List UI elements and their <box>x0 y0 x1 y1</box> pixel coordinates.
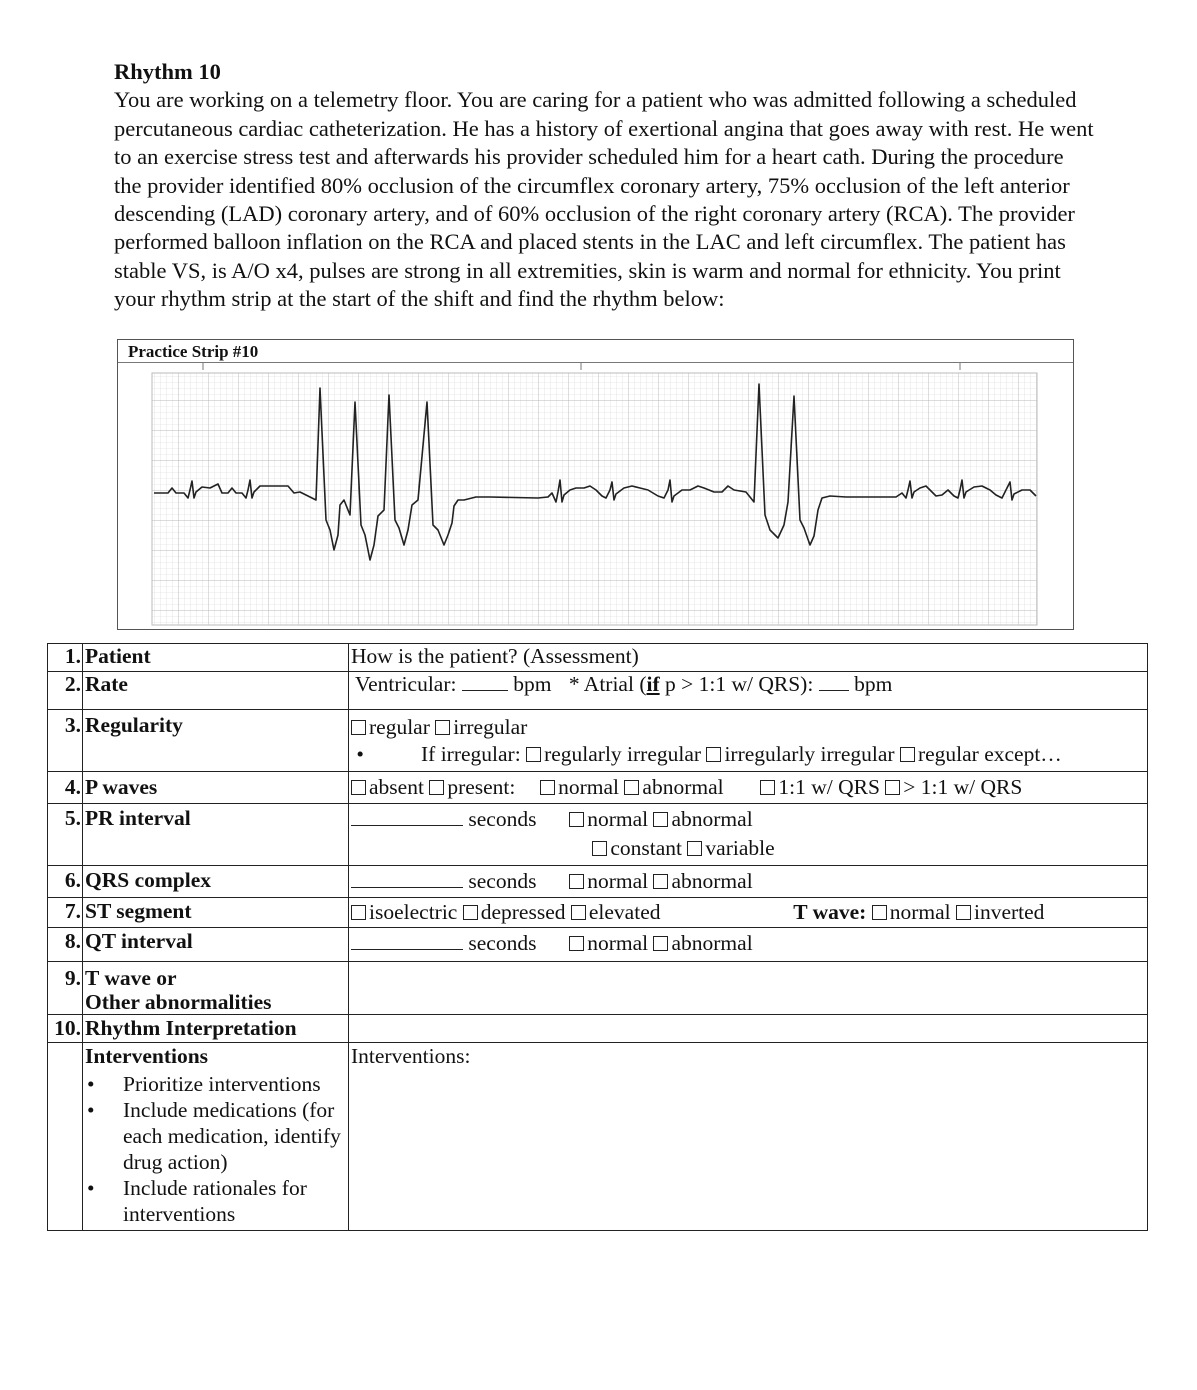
row-t-wave-other <box>48 962 1148 1015</box>
irregular-label: irregular <box>453 715 528 739</box>
row-label: Rhythm Interpretation <box>83 1015 349 1043</box>
interpretation-field[interactable] <box>349 1015 1148 1043</box>
irregularly-irregular-checkbox[interactable] <box>706 747 721 762</box>
row-label: PR interval <box>83 804 349 866</box>
st-segment-field <box>349 898 1148 928</box>
ecg-tracing <box>118 340 1073 629</box>
worksheet-table <box>47 643 1148 1231</box>
atrial-rate-input[interactable] <box>819 690 849 691</box>
elevated-checkbox[interactable] <box>571 905 586 920</box>
p-normal-checkbox[interactable] <box>540 780 555 795</box>
pr-normal-label: normal <box>587 807 649 831</box>
regularity-field: regular irregular • If irregular: regularly irregular irregularly irregular regular except… <box>349 710 1148 772</box>
qt-normal-label: normal <box>587 931 649 955</box>
if-label: if <box>646 672 660 696</box>
p-absent-checkbox[interactable] <box>351 780 366 795</box>
ventricular-label: Ventricular: <box>355 672 457 696</box>
interventions-guidance <box>85 1071 348 1227</box>
t-normal-checkbox[interactable] <box>872 905 887 920</box>
seconds-label: seconds <box>468 931 537 955</box>
qrs-abnormal-checkbox[interactable] <box>653 874 668 889</box>
qrs-normal-checkbox[interactable] <box>569 874 584 889</box>
p-present-checkbox[interactable] <box>429 780 444 795</box>
row-patient <box>48 644 1148 672</box>
row-number: 1. <box>48 644 83 672</box>
row-qrs <box>48 866 1148 898</box>
qrs-seconds-input[interactable] <box>351 887 463 888</box>
ecg-grid <box>152 373 1037 625</box>
absent-label: absent <box>369 775 424 799</box>
qt-seconds-input[interactable] <box>351 949 463 950</box>
row-qt-interval <box>48 928 1148 962</box>
rhythm-title: Rhythm 10 <box>114 59 221 84</box>
p-abnormal-checkbox[interactable] <box>624 780 639 795</box>
variable-label: variable <box>705 836 775 860</box>
seconds-label: seconds <box>468 807 537 831</box>
p-normal-label: normal <box>558 775 620 799</box>
qrs-normal-label: normal <box>587 869 649 893</box>
bpm-label-2: bpm <box>854 672 893 696</box>
elevated-label: elevated <box>588 900 661 924</box>
row-label <box>83 962 349 1015</box>
row-number: 8. <box>48 928 83 962</box>
qt-abnormal-checkbox[interactable] <box>653 936 668 951</box>
t-wave-label: T wave: <box>793 900 867 924</box>
t-inverted-label: inverted <box>973 900 1045 924</box>
scenario-text: You are working on a telemetry floor. You are caring for a patient who was admitted following a scheduled percutaneous cardiac catheterization. He has a history of exertional angina that goes away with rest. He went to an exercise stress test and afterwards his provider scheduled him for a heart cath. During the procedure the provider identified 80% occlusion of the circumflex coronary artery, 75% occlusion of the left anterior descending (LAD) coronary artery, and of 60% occlusion of the right coronary artery (RCA). The provider performed balloon inflation on the RCA and placed stents in the LAC and left circumflex. The patient has stable VS, is A/O x4, pulses are strong in all extremities, skin is warm and normal for ethnicity. You print your rhythm strip at the start of the shift and find the rhythm below: <box>114 87 1094 312</box>
pr-normal-checkbox[interactable] <box>569 812 584 827</box>
isoelectric-checkbox[interactable] <box>351 905 366 920</box>
ventricular-rate-input[interactable] <box>462 690 508 691</box>
bpm-label: bpm <box>513 672 552 696</box>
list-item: • Prioritize interventions <box>85 1071 348 1097</box>
row-number: 2. <box>48 672 83 710</box>
other-abnormalities-label: Other abnormalities <box>85 990 272 1014</box>
row-number: 9. <box>48 962 83 1015</box>
rate-field <box>349 672 1148 710</box>
pr-abnormal-checkbox[interactable] <box>653 812 668 827</box>
other-abnormalities-field[interactable] <box>349 962 1148 1015</box>
row-rate <box>48 672 1148 710</box>
pr-variable-checkbox[interactable] <box>687 841 702 856</box>
seconds-label: seconds <box>468 869 537 893</box>
qrs-field <box>349 866 1148 898</box>
t-wave-or-label: T wave or <box>85 966 177 990</box>
constant-label: constant <box>610 836 683 860</box>
regular-checkbox[interactable] <box>351 720 366 735</box>
scenario <box>114 58 1094 314</box>
atrial-label: * Atrial ( <box>568 672 647 696</box>
row-number: 7. <box>48 898 83 928</box>
irregular-checkbox[interactable] <box>435 720 450 735</box>
t-inverted-checkbox[interactable] <box>956 905 971 920</box>
interventions-label: Interventions <box>85 1044 209 1068</box>
row-p-waves <box>48 772 1148 804</box>
regular-except-label: regular except… <box>917 742 1062 766</box>
row-number: 5. <box>48 804 83 866</box>
row-interventions <box>48 1043 1148 1231</box>
row-label: QRS complex <box>83 866 349 898</box>
interventions-prompt: Interventions: <box>351 1044 471 1068</box>
interventions-field[interactable] <box>349 1043 1148 1231</box>
assessment-field[interactable] <box>349 644 1148 672</box>
t-normal-label: normal <box>889 900 951 924</box>
p-waves-field <box>349 772 1148 804</box>
row-st-segment <box>48 898 1148 928</box>
assessment-prompt: How is the patient? (Assessment) <box>351 644 639 668</box>
p-abnormal-label: abnormal <box>642 775 724 799</box>
greater-than-one-label: > 1:1 w/ QRS <box>903 775 1023 799</box>
list-item: • Include rationales for interventions <box>85 1175 348 1227</box>
row-pr-interval <box>48 804 1148 866</box>
isoelectric-label: isoelectric <box>369 900 458 924</box>
row-number: 4. <box>48 772 83 804</box>
pr-seconds-input[interactable] <box>351 825 463 826</box>
strip-label: Practice Strip #10 <box>128 342 259 361</box>
row-label: Rate <box>83 672 349 710</box>
depressed-checkbox[interactable] <box>463 905 478 920</box>
qt-abnormal-label: abnormal <box>671 931 753 955</box>
qt-normal-checkbox[interactable] <box>569 936 584 951</box>
irregularly-irregular-label: irregularly irregular <box>724 742 895 766</box>
pr-abnormal-label: abnormal <box>671 807 753 831</box>
qt-interval-field <box>349 928 1148 962</box>
atrial-condition: p > 1:1 w/ QRS): <box>659 672 814 696</box>
row-number: 6. <box>48 866 83 898</box>
rhythm-strip <box>117 339 1074 630</box>
pr-interval-field <box>349 804 1148 866</box>
one-to-one-checkbox[interactable] <box>760 780 775 795</box>
regularly-irregular-checkbox[interactable] <box>526 747 541 762</box>
greater-than-one-checkbox[interactable] <box>885 780 900 795</box>
row-label: Patient <box>83 644 349 672</box>
row-regularity <box>48 710 1148 772</box>
list-item: • Include medications (for each medication, identify drug action) <box>85 1097 348 1175</box>
row-number: 10. <box>48 1015 83 1043</box>
present-label: present: <box>447 775 516 799</box>
qrs-abnormal-label: abnormal <box>671 869 753 893</box>
row-interpretation <box>48 1015 1148 1043</box>
one-to-one-label: 1:1 w/ QRS <box>778 775 880 799</box>
interventions-cell <box>83 1043 349 1231</box>
row-number: 3. <box>48 710 83 772</box>
row-label: QT interval <box>83 928 349 962</box>
regular-except-checkbox[interactable] <box>900 747 915 762</box>
regular-label: regular <box>369 715 430 739</box>
if-irregular-label: If irregular: <box>421 742 521 766</box>
depressed-label: depressed <box>480 900 566 924</box>
row-label: Regularity <box>83 710 349 772</box>
row-label: ST segment <box>83 898 349 928</box>
regularly-irregular-label: regularly irregular <box>544 742 702 766</box>
row-label: P waves <box>83 772 349 804</box>
pr-constant-checkbox[interactable] <box>592 841 607 856</box>
